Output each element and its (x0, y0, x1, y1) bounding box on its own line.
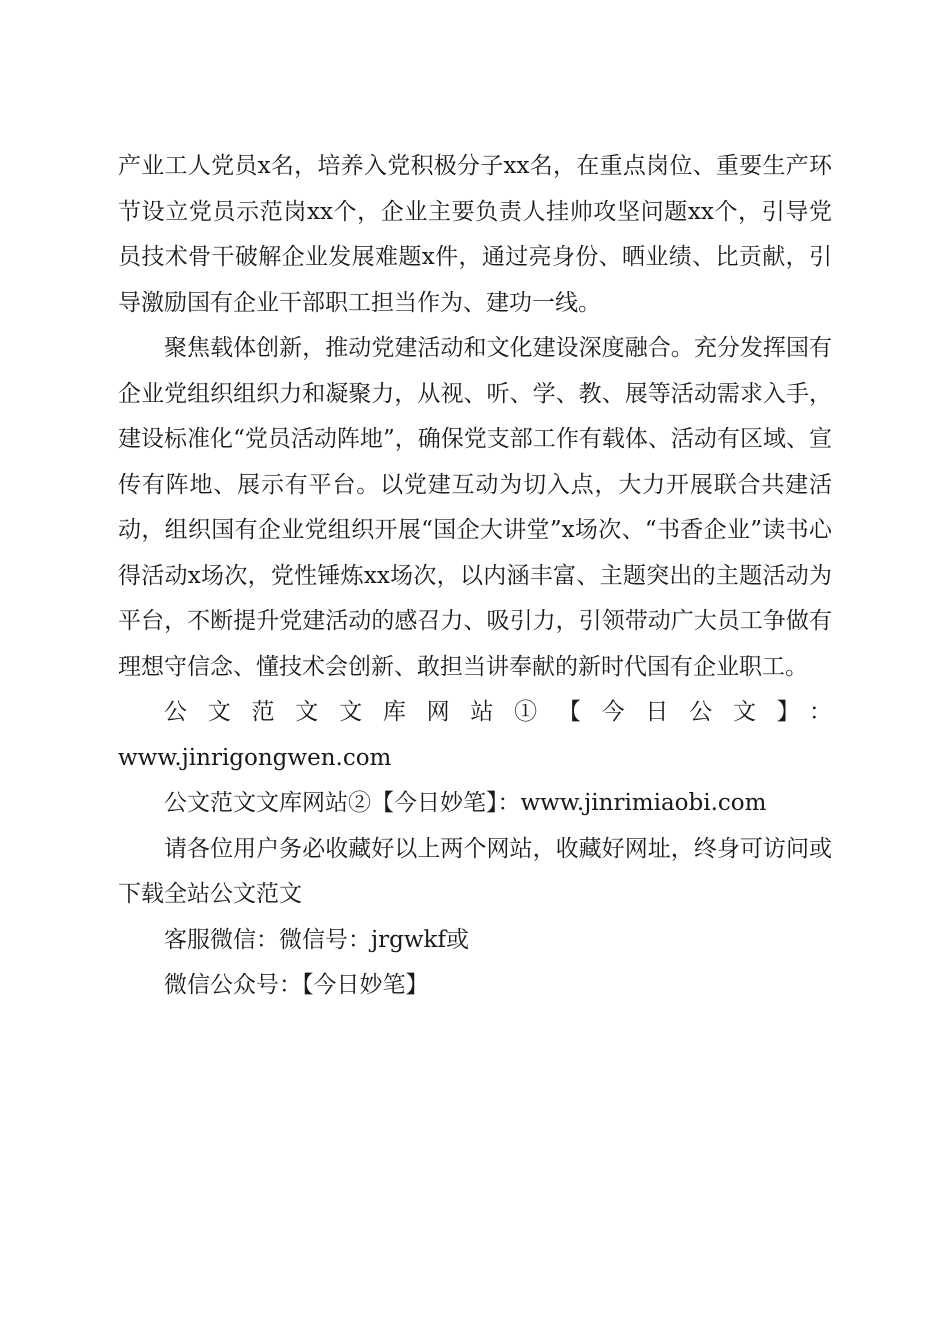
wechat-official-account: 微信公众号：【今日妙笔】 (164, 972, 429, 998)
site2-line: 公文范文文库网站②【今日妙笔】：www.jinrimiaobi.com (164, 790, 767, 816)
site1-url-line: www.jinrigongwen.com (118, 744, 392, 771)
paragraph-carrier-innovation: 聚焦载体创新，推动党建活动和文化建设深度融合。充分发挥国有企业党组织组织力和凝聚力，从视、听、学、教、展等活动需求入手，建设标准化“党员活动阵地”，确保党支部工作有载体、活动有区域、宣传有阵地、展示有平台。以党建互动为切入点，大力开展联合共建活动，组织国有企业党组织开展“国企大讲堂”x场次、“书香企业”读书心得活动x场次，党性锤炼xx场次，以内涵丰富、主题突出的主题活动为平台，不断提升党建活动的感召力、吸引力，引领带动广大员工争做有理想守信念、懂技术会创新、敢担当讲奉献的新时代国有企业职工。 (118, 335, 832, 680)
document-page (118, 144, 832, 1009)
customer-service-wechat: 客服微信：微信号：jrgwkf或 (164, 926, 469, 953)
site1-title-line: 公文范文文库网站①【今日公文】： (164, 699, 832, 725)
paragraph-party-members: 产业工人党员x名，培养入党积极分子xx名，在重点岗位、重要生产环节设立党员示范岗xx个，企业主要负责人挂帅攻坚问题xx个，引导党员技术骨干破解企业发展难题x件，通过亮身份、晒业绩、比贡献，引导激励国有企业干部职工担当作为、建功一线。 (118, 153, 832, 316)
bookmark-notice: 请各位用户务必收藏好以上两个网站，收藏好网址，终身可访问或下载全站公文范文 (118, 835, 832, 907)
